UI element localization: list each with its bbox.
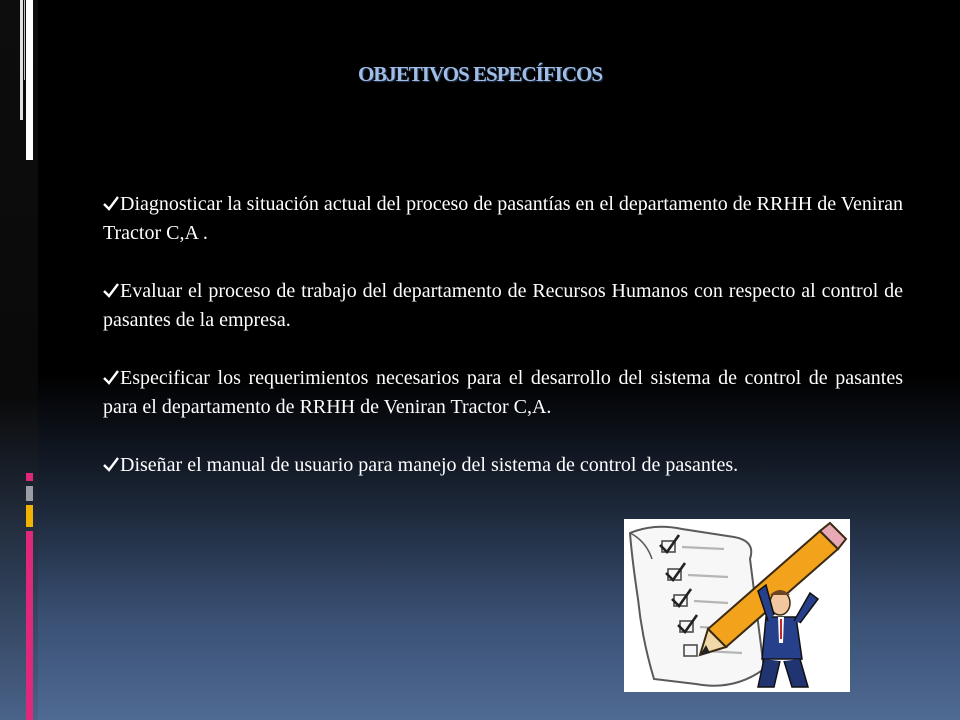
gray-accent-bar	[26, 486, 33, 501]
list-item	[103, 451, 903, 480]
yellow-accent-bar	[26, 505, 33, 527]
objectives-list	[103, 190, 903, 480]
objective-text: Especificar los requerimientos necesarios para el desarrollo del sistema de control de pasantes para el departamento de RRHH de Veniran Tractor C,A.	[103, 367, 903, 418]
list-item	[103, 190, 903, 248]
list-item	[103, 277, 903, 335]
objective-text: Diseñar el manual de usuario para manejo del sistema de control de pasantes.	[120, 454, 739, 476]
pink-accent-long-bar	[26, 531, 33, 720]
objective-text: Evaluar el proceso de trabajo del departamento de Recursos Humanos con respecto al control de pasantes de la empresa.	[103, 280, 903, 331]
slide-title: OBJETIVOS ESPECÍFICOS	[357, 62, 603, 86]
objective-text: Diagnosticar la situación actual del proceso de pasantías en el departamento de RRHH de Veniran Tractor C,A .	[103, 193, 903, 244]
checklist-clipart	[624, 519, 850, 692]
pink-accent-bar	[26, 473, 33, 481]
checkmark-icon	[103, 456, 119, 472]
businessman-icon	[758, 585, 818, 687]
checkmark-icon	[103, 369, 119, 385]
checkmark-icon	[103, 195, 119, 211]
list-item	[103, 364, 903, 422]
checkmark-icon	[103, 282, 119, 298]
